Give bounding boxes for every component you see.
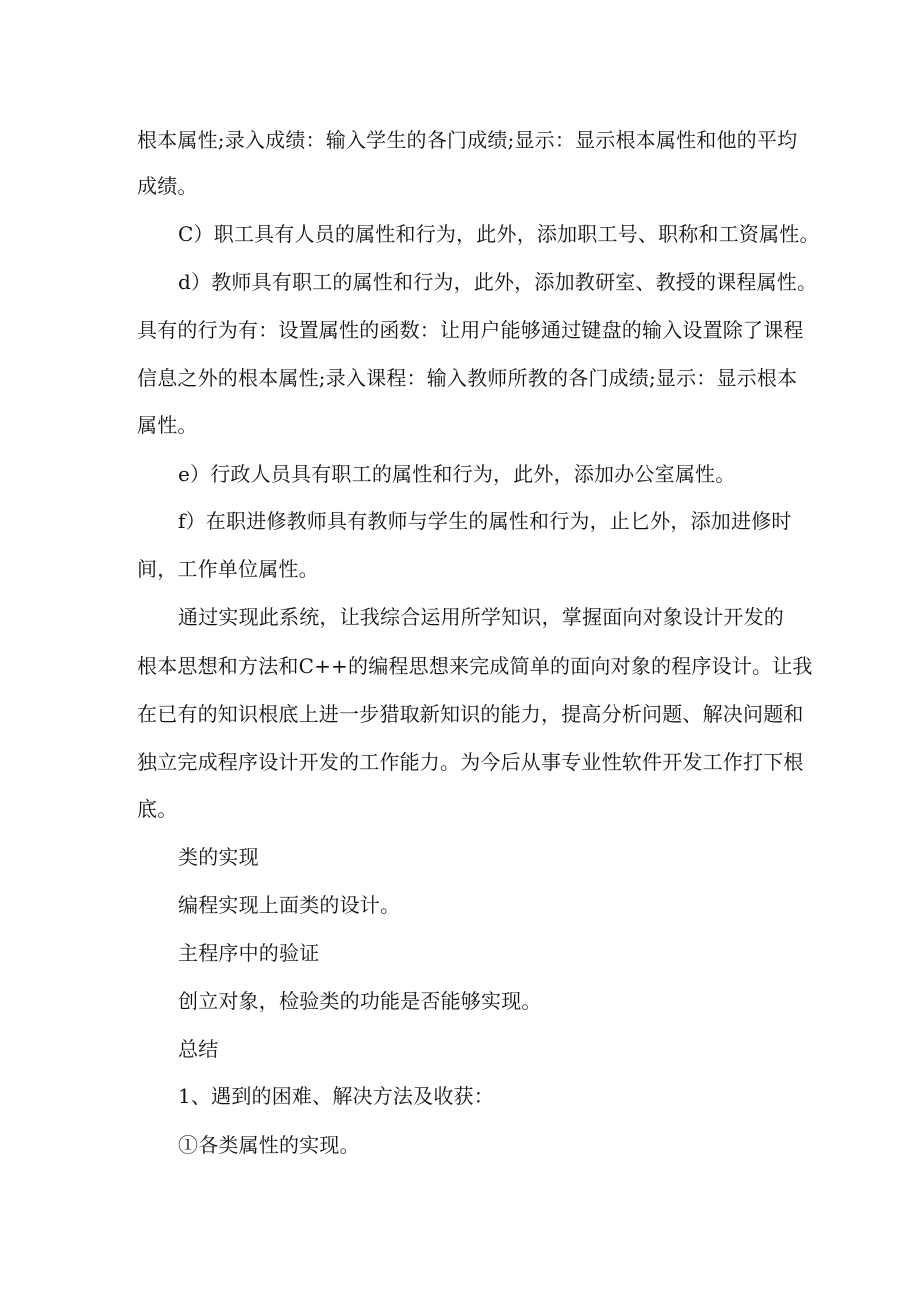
section-heading: 总结: [178, 1037, 219, 1061]
paragraph-line: d）教师具有职工的属性和行为，此外，添加教研室、教授的课程属性。: [178, 270, 818, 294]
paragraph-line: 信息之外的根本属性;录入课程：输入教师所教的各门成绩;显示：显示根本: [137, 366, 798, 390]
paragraph-line: 在已有的知识根底上进一步猎取新知识的能力，提高分析问题、解决问题和: [137, 702, 804, 726]
paragraph-line: 通过实现此系统，让我综合运用所学知识，掌握面向对象设计开发的: [178, 605, 784, 629]
paragraph-line: 底。: [137, 797, 178, 821]
paragraph-line: f）在职进修教师具有教师与学生的属性和行为，止匕外，添加进修时: [178, 509, 792, 533]
section-heading: 主程序中的验证: [178, 941, 320, 965]
paragraph-line: 独立完成程序设计开发的工作能力。为今后从事专业性软件开发工作打下根: [137, 750, 804, 774]
paragraph-line: 成绩。: [137, 174, 198, 198]
paragraph-line: e）行政人员具有职工的属性和行为，此外，添加办公室属性。: [178, 462, 736, 486]
paragraph-line: 具有的行为有：设置属性的函数：让用户能够通过键盘的输入设置除了课程: [137, 318, 804, 342]
paragraph-line: C）职工具有人员的属性和行为，此外，添加职工号、职称和工资属性。: [178, 222, 820, 246]
list-item: ①各类属性的实现。: [178, 1133, 360, 1157]
paragraph-line: 编程实现上面类的设计。: [178, 893, 401, 917]
list-item: 1、遇到的困难、解决方法及收获：: [178, 1084, 494, 1108]
section-heading: 类的实现: [178, 845, 259, 869]
paragraph-line: 间，工作单位属性。: [137, 557, 319, 581]
paragraph-line: 创立对象，检验类的功能是否能够实现。: [178, 989, 542, 1013]
paragraph-line: 属性。: [137, 413, 198, 437]
paragraph-line: 根本思想和方法和C++的编程思想来完成简单的面向对象的程序设计。让我: [137, 654, 813, 678]
paragraph-line: 根本属性;录入成绩：输入学生的各门成绩;显示：显示根本属性和他的平均: [137, 128, 798, 152]
